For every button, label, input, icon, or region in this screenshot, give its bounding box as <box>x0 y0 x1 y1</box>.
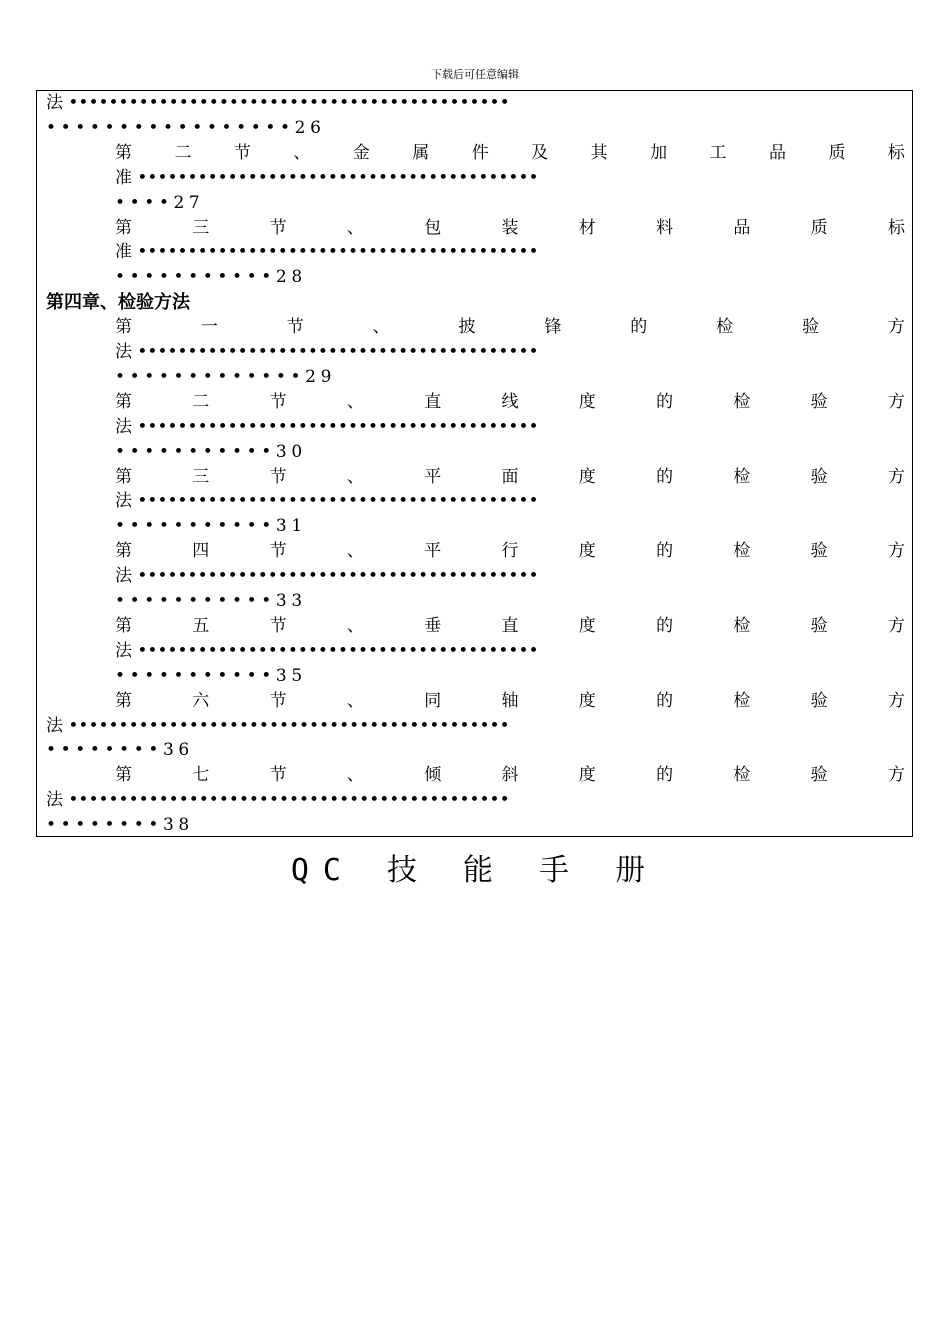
toc-section-heading <box>115 465 905 490</box>
toc-section-heading <box>115 763 905 788</box>
toc-leader-line: •••••••••••••••••26 <box>46 117 326 138</box>
toc-heading-char: 度 <box>578 466 596 487</box>
toc-heading-char: 验 <box>810 690 828 711</box>
toc-heading-char: 轴 <box>501 690 519 711</box>
toc-heading-char: 质 <box>810 217 828 238</box>
toc-leader-line: 法 •••••••••••••••••••••••••••••••••••••••• <box>115 342 539 362</box>
toc-heading-char: 第 <box>115 217 132 238</box>
toc-heading-char: 、 <box>293 142 311 163</box>
toc-section-heading <box>115 390 905 415</box>
toc-heading-char: 验 <box>810 615 828 636</box>
toc-heading-char: 方 <box>887 615 905 636</box>
toc-leader-line: •••••••••••30 <box>115 441 307 462</box>
toc-leader-line: 准 •••••••••••••••••••••••••••••••••••••••• <box>115 167 539 188</box>
toc-heading-char: 四 <box>192 541 210 562</box>
toc-heading-char: 品 <box>768 142 786 163</box>
toc-heading-char: 第 <box>115 317 132 338</box>
toc-heading-char: 节 <box>269 690 287 711</box>
toc-heading-char: 第 <box>115 142 132 163</box>
toc-leader-line: ••••••••36 <box>46 740 194 761</box>
toc-heading-char: 、 <box>346 466 364 487</box>
toc-heading-char: 加 <box>650 142 668 163</box>
toc-heading-char: 方 <box>887 765 905 786</box>
toc-heading-char: 、 <box>372 317 390 338</box>
toc-heading-char: 方 <box>887 391 905 412</box>
toc-heading-char: 的 <box>656 690 674 711</box>
toc-heading-char: 标 <box>887 217 905 238</box>
toc-section-heading <box>115 216 905 241</box>
toc-heading-char: 检 <box>733 765 751 786</box>
toc-heading-char: 度 <box>578 391 596 412</box>
toc-section-heading <box>115 141 905 166</box>
toc-heading-char: 节 <box>269 217 287 238</box>
toc-heading-char: 及 <box>531 142 549 163</box>
toc-heading-char: 二 <box>192 391 210 412</box>
toc-heading-char: 节 <box>269 391 287 412</box>
toc-leader-line: ••••27 <box>115 192 205 213</box>
page-header: 下载后可任意编辑 <box>431 68 519 81</box>
document-title: QC 技 能 手 册 <box>290 853 660 888</box>
toc-heading-char: 第 <box>115 391 132 412</box>
toc-heading-char: 节 <box>269 541 287 562</box>
toc-heading-char: 平 <box>424 466 442 487</box>
toc-heading-char: 装 <box>501 217 519 238</box>
toc-heading-char: 标 <box>887 142 905 163</box>
toc-heading-char: 五 <box>192 615 210 636</box>
toc-section-heading <box>115 315 905 340</box>
toc-leader-line: ••••••••38 <box>46 815 194 836</box>
toc-heading-char: 度 <box>578 690 596 711</box>
toc-heading-char: 第 <box>115 765 132 786</box>
toc-heading-char: 、 <box>346 690 364 711</box>
toc-heading-char: 方 <box>887 690 905 711</box>
toc-heading-char: 的 <box>656 615 674 636</box>
toc-heading-char: 节 <box>233 142 251 163</box>
toc-heading-char: 材 <box>578 217 596 238</box>
toc-heading-char: 度 <box>578 541 596 562</box>
toc-chapter-heading: 第四章、检验方法 <box>46 292 190 314</box>
toc-leader-line: 法 •••••••••••••••••••••••••••••••••••••••• <box>115 566 539 587</box>
toc-heading-char: 工 <box>709 142 727 163</box>
toc-heading-char: 六 <box>192 690 210 711</box>
toc-heading-char: 二 <box>174 142 192 163</box>
toc-heading-char: 一 <box>200 317 218 338</box>
toc-heading-char: 第 <box>115 541 132 562</box>
toc-heading-char: 垂 <box>424 615 442 636</box>
toc-box <box>36 90 913 837</box>
toc-heading-char: 披 <box>458 317 476 338</box>
toc-heading-char: 检 <box>733 541 751 562</box>
toc-heading-char: 检 <box>733 690 751 711</box>
toc-heading-char: 节 <box>269 466 287 487</box>
toc-heading-char: 件 <box>471 142 489 163</box>
toc-heading-char: 倾 <box>424 765 442 786</box>
toc-heading-char: 质 <box>828 142 846 163</box>
toc-heading-char: 第 <box>115 615 132 636</box>
toc-heading-char: 节 <box>269 765 287 786</box>
toc-leader-line: 法 •••••••••••••••••••••••••••••••••••••••• <box>115 416 539 437</box>
toc-heading-char: 验 <box>802 317 819 338</box>
toc-heading-char: 的 <box>656 765 674 786</box>
toc-heading-char: 属 <box>412 142 430 163</box>
toc-leader-line: •••••••••••28 <box>115 267 307 288</box>
toc-heading-char: 验 <box>810 466 828 487</box>
toc-heading-char: 度 <box>578 765 596 786</box>
toc-heading-char: 锋 <box>544 317 562 338</box>
toc-heading-char: 、 <box>346 615 364 636</box>
toc-leader-line: •••••••••••35 <box>115 665 307 686</box>
toc-heading-char: 的 <box>630 317 648 338</box>
toc-heading-char: 包 <box>424 217 442 238</box>
toc-heading-char: 的 <box>656 391 674 412</box>
toc-leader-line: 法 •••••••••••••••••••••••••••••••••••••••• <box>115 491 539 512</box>
toc-leader-line: •••••••••••31 <box>115 516 307 537</box>
toc-heading-char: 第 <box>115 690 132 711</box>
toc-leader-line: 法 •••••••••••••••••••••••••••••••••••••••• <box>115 640 539 661</box>
toc-heading-char: 线 <box>501 391 519 412</box>
toc-leader-line: 准 •••••••••••••••••••••••••••••••••••••••• <box>115 242 539 263</box>
toc-leader-line: 法 •••••••••••••••••••••••••••••••••••••••••••• <box>46 93 510 113</box>
toc-heading-char: 节 <box>286 317 304 338</box>
toc-heading-char: 度 <box>578 615 596 636</box>
toc-heading-char: 直 <box>424 391 442 412</box>
toc-heading-char: 节 <box>269 615 287 636</box>
toc-heading-char: 验 <box>810 391 828 412</box>
toc-section-heading <box>115 689 905 714</box>
toc-heading-char: 面 <box>501 466 519 487</box>
toc-heading-char: 第 <box>115 466 132 487</box>
toc-heading-char: 平 <box>424 541 442 562</box>
toc-heading-char: 验 <box>810 541 828 562</box>
toc-heading-char: 金 <box>352 142 370 163</box>
toc-heading-char: 方 <box>887 541 905 562</box>
toc-leader-line: •••••••••••••29 <box>115 366 336 387</box>
toc-leader-line: 法 •••••••••••••••••••••••••••••••••••••••••••• <box>46 790 510 811</box>
toc-heading-char: 料 <box>656 217 674 238</box>
toc-section-heading <box>115 614 905 639</box>
toc-heading-char: 检 <box>716 317 734 338</box>
toc-heading-char: 、 <box>346 765 364 786</box>
toc-heading-char: 三 <box>192 217 210 238</box>
toc-heading-char: 其 <box>590 142 608 163</box>
toc-heading-char: 、 <box>346 391 364 412</box>
toc-heading-char: 检 <box>733 466 751 487</box>
toc-heading-char: 、 <box>346 217 364 238</box>
toc-heading-char: 验 <box>810 765 828 786</box>
toc-heading-char: 七 <box>192 765 210 786</box>
toc-heading-char: 方 <box>887 466 905 487</box>
toc-heading-char: 方 <box>887 317 905 338</box>
toc-heading-char: 的 <box>656 541 674 562</box>
toc-heading-char: 三 <box>192 466 210 487</box>
toc-section-heading <box>115 539 905 564</box>
toc-heading-char: 检 <box>733 615 751 636</box>
toc-heading-char: 斜 <box>501 765 519 786</box>
toc-heading-char: 、 <box>346 541 364 562</box>
toc-heading-char: 同 <box>424 690 442 711</box>
toc-heading-char: 行 <box>501 541 519 562</box>
toc-heading-char: 品 <box>733 217 751 238</box>
toc-leader-line: •••••••••••33 <box>115 591 307 611</box>
toc-heading-char: 直 <box>501 615 519 636</box>
toc-heading-char: 检 <box>733 391 751 412</box>
toc-heading-char: 的 <box>656 466 674 487</box>
toc-leader-line: 法 •••••••••••••••••••••••••••••••••••••••••••• <box>46 715 510 736</box>
